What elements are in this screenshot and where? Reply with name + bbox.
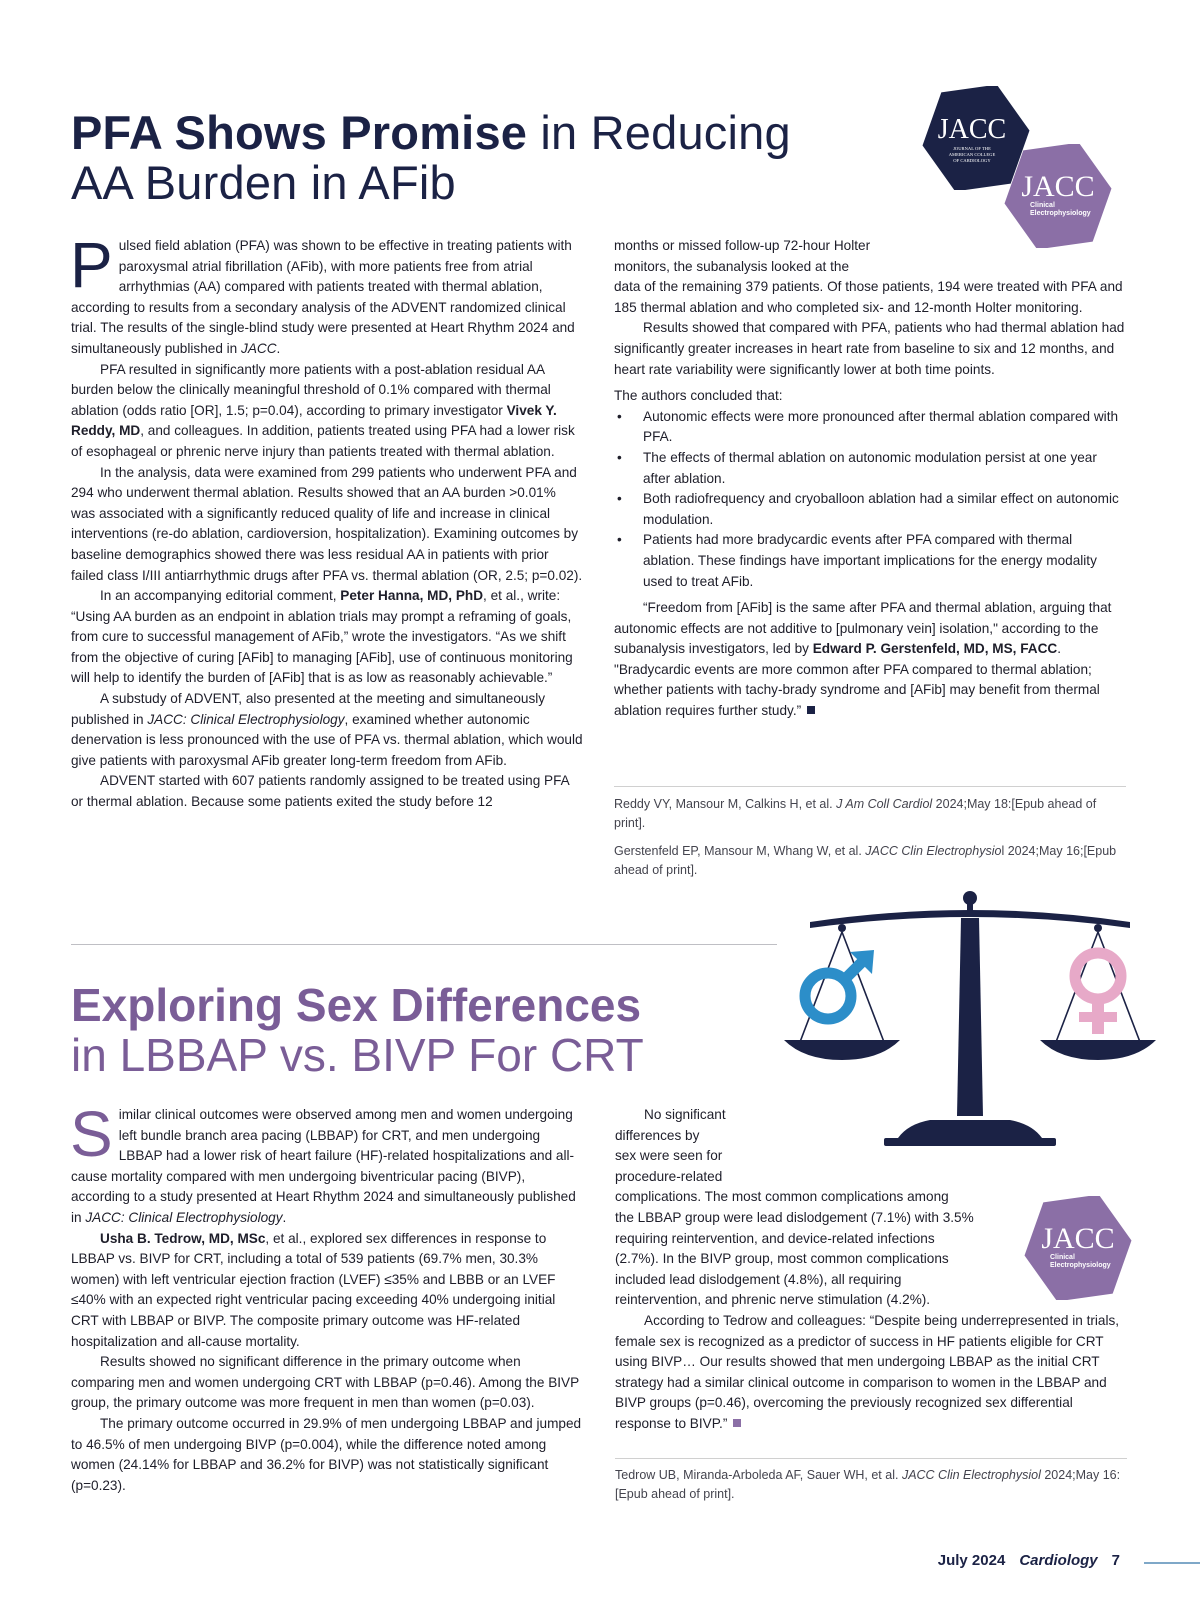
svg-text:OF CARDIOLOGY: OF CARDIOLOGY — [953, 158, 991, 163]
svg-text:Clinical: Clinical — [1050, 1254, 1075, 1261]
article1-paragraph: In an accompanying editorial comment, Peter Hanna, MD, PhD, et al., write: “Using AA burden as an endpoint in ablation trials may prompt a reframing of goals, from cure to successful management of AFib,” wrote the investigators. “As we shift from the objective of curing [AFib] to managing [AFib], use of continuous monitoring will help to identify the burden of [AFib] that is as low as reasonably achievable.” — [71, 588, 573, 686]
article2-paragraph: Similar clinical outcomes were observed among men and women undergoing left bundle branch area pacing (LBBAP) for CRT, and men undergoing LBBAP had a lower risk of heart failure (HF)-related hospitalizations and all-cause mortality compared with men undergoing biventricular pacing (BIVP), according to a study presented at Heart Rhythm 2024 and simultaneously published in JACC: Clinical Electrophysiology. — [70, 1098, 576, 1225]
author-name: Vivek Y. Reddy, MD — [71, 402, 557, 439]
article2-paragraph: No significant — [644, 1107, 726, 1122]
jacc-ep-logo-text: JACC — [1021, 170, 1095, 203]
author-name: Peter Hanna, MD, PhD — [340, 588, 484, 604]
article2-left-column — [70, 1098, 585, 1496]
article1-title-line2: AA Burden in AFib — [71, 156, 456, 209]
article2-paragraph: According to Tedrow and colleagues: “Despite being underrepresented in trials, female sex is recognized as a predictor of success in HF patients eligible for CRT using BIVP… Our results showed that men undergoing LBBAP as the initial CRT strategy had a similar clinical outcome in comparison to women in the LBBAP and BIVP groups (p=0.46), overcoming the previously recognized sex differential response to BIVP.” — [615, 1312, 1120, 1431]
article1-paragraph: The authors concluded that: — [614, 388, 783, 404]
article1-paragraph: “Freedom from [AFib] is the same after PFA and thermal ablation, arguing that autonomic effects are not additive to [pulmonary vein] isolation," according to the subanalysis investigators, led by Edward P. Gerstenfeld, MD, MS, FACC. "Bradycardic events are more common after PFA compared to thermal ablation; whether patients with tachy-brady syndrome and [AFib] may benefit from thermal ablation requires further study.” — [614, 600, 1112, 719]
article2-right-column — [615, 1105, 1127, 1435]
jacc-logo-text: JACC — [937, 114, 1007, 145]
reference-item: Gerstenfeld EP, Mansour M, Whang W, et al. JACC Clin Electrophysiol 2024;May 16;[Epub ahead of print]. — [614, 844, 1117, 877]
article1-paragraph: PFA resulted in significantly more patients with a post-ablation residual AA burden below the clinically meaningful threshold of 0.1% compared with thermal ablation (odds ratio [OR], 1.5; p=0.04), according to primary investigator Vivek Y. Reddy, MD, and colleagues. In addition, patients treated using PFA had a lower risk of esophageal or phrenic nerve injury than patients treated with thermal ablation. — [71, 361, 575, 459]
article2-paragraph: Usha B. Tedrow, MD, MSc, et al., explored sex differences in response to LBBAP vs. BIVP for CRT, including a total of 539 patients (69.7% men, 30.3% women) with left ventricular ejection fraction (LVEF) ≤35% and LBBB or an LVEF ≤40% with an expected right ventricular pacing exceeding 40% undergoing initial CRT with LBBAP or BIVP. The composite primary outcome was HF-related hospitalization and all-cause mortality. — [71, 1230, 556, 1349]
page-footer — [938, 1552, 1120, 1569]
article2-references — [615, 1466, 1127, 1513]
jacc-ep-logo-text: JACC — [1041, 1222, 1115, 1255]
article1-paragraph: In the analysis, data were examined from 299 patients who underwent PFA and 294 who underwent thermal ablation. Results showed that an AA burden >0.01% was associated with a significantly reduced quality of life and increase in clinical interventions (re-do ablation, cardioversion, hospitalization). Examining outcomes by baseline demographics showed there was less residual AA in patients with prior failed class I/III antiarrhythmic drugs after PFA vs. thermal ablation (OR, 2.5; p=0.02). — [71, 464, 583, 583]
article2-paragraph: The primary outcome occurred in 29.9% of men undergoing LBBAP and jumped to 46.5% of men undergoing BIVP (p=0.004), while the difference noted among women (24.14% for LBBAP and 36.2% for BIVP) was not statistically significant (p=0.23). — [71, 1415, 582, 1493]
svg-text:JOURNAL OF THE: JOURNAL OF THE — [953, 146, 991, 151]
svg-text:Electrophysiology: Electrophysiology — [1030, 210, 1091, 217]
reference-item: Reddy VY, Mansour M, Calkins H, et al. J Am Coll Cardiol 2024;May 18:[Epub ahead of print]. — [614, 797, 1097, 830]
jacc-ep-logo — [1002, 144, 1114, 248]
article2-paragraph-lines: differences by sex were seen for procedure-related complications. The most common complications among the LBBAP group were lead dislodgement (7.1%) with 3.5% requiring reintervention, and device-related infections (2.7%). In the BIVP group, most common complications included lead dislodgement (4.8%), all requiring reintervention, and phrenic nerve stimulation (4.2%). — [615, 1127, 974, 1308]
footer-accent-line — [1144, 1562, 1200, 1564]
article1-title-regular: in Reducing — [527, 106, 791, 159]
references-divider — [615, 1458, 1127, 1459]
page-number: 7 — [1111, 1552, 1120, 1569]
male-symbol-icon — [805, 950, 874, 1019]
publication-name: Cardiology — [1019, 1552, 1098, 1569]
author-name: Edward P. Gerstenfeld, MD, MS, FACC — [812, 641, 1058, 657]
article1-paragraph: A substudy of ADVENT, also presented at the meeting and simultaneously published in JACC: Clinical Electrophysiology, examined whether autonomic denervation is less pronounced with the use of PFA vs. thermal ablation, which would give patients with paroxysmal AFib greater long-term freedom from AFib. — [71, 691, 583, 768]
article2-title — [71, 980, 761, 1080]
author-name: Usha B. Tedrow, MD, MSc — [100, 1230, 266, 1246]
references-divider — [614, 786, 1126, 787]
svg-text:Electrophysiology: Electrophysiology — [1050, 1262, 1111, 1269]
list-item: • Both radiofrequency and cryoballoon ablation had a similar effect on autonomic modulation. — [614, 489, 1126, 530]
list-item: • The effects of thermal ablation on autonomic modulation persist at one year after ablation. — [614, 448, 1126, 489]
article1-paragraph: ADVENT started with 607 patients randomly assigned to be treated using PFA or thermal ablation. Because some patients exited the study before 12 — [71, 773, 569, 810]
list-item: • Autonomic effects were more pronounced after thermal ablation compared with PFA. — [614, 407, 1126, 448]
list-item: • Patients had more bradycardic events after PFA compared with thermal ablation. These findings have important implications for the energy modality used to treat AFib. — [614, 530, 1126, 592]
svg-text:Clinical: Clinical — [1030, 202, 1055, 209]
article1-left-column — [70, 229, 583, 813]
issue-date: July 2024 — [937, 1552, 1006, 1569]
article2-paragraph: Results showed no significant difference in the primary outcome when comparing men and women undergoing CRT with LBBAP (p=0.46). Among the BIVP group, the primary outcome was more frequent in men than women (p=0.03). — [71, 1354, 579, 1411]
article1-references — [614, 795, 1126, 889]
conclusions-list — [614, 407, 1126, 592]
svg-text:AMERICAN COLLEGE: AMERICAN COLLEGE — [948, 152, 996, 157]
article1-paragraph: Pulsed field ablation (PFA) was shown to be effective in treating patients with paroxysmal atrial fibrillation (AFib), with more patients free from atrial arrhythmias (AA) compared with patients treated with thermal ablation, according to results from a secondary analysis of the ADVENT randomized clinical trial. The results of the single-blind study were presented at Heart Rhythm 2024 and simultaneously published in JACC. — [70, 229, 575, 356]
article1-right-column — [614, 236, 1126, 722]
article-separator — [71, 944, 777, 945]
article1-paragraph: Results showed that compared with PFA, patients who had thermal ablation had significantly greater increases in heart rate from baseline to six and 12 months, and heart rate variability were significantly lower at both time points. — [614, 320, 1125, 377]
article2-dropcap: S — [70, 1098, 113, 1170]
reference-item: Tedrow UB, Miranda-Arboleda AF, Sauer WH, et al. JACC Clin Electrophysiol 2024;May 16:[Epub ahead of print]. — [615, 1468, 1121, 1501]
article1-dropcap: P — [70, 229, 113, 301]
article2-title-bold: Exploring Sex Differences — [71, 979, 642, 1031]
end-mark — [733, 1419, 741, 1427]
article2-title-line2: in LBBAP vs. BIVP For CRT — [71, 1029, 644, 1081]
article1-title — [71, 108, 851, 208]
article1-paragraph: months or missed follow-up 72-hour Holter monitors, the subanalysis looked at the data of the remaining 379 patients. Of those patients, 194 were treated with PFA and 185 thermal ablation and who completed six- and 12-month Holter monitoring. — [614, 238, 1123, 315]
article1-title-bold: PFA Shows Promise — [71, 106, 528, 159]
female-symbol-icon — [1075, 953, 1121, 1034]
end-mark — [807, 706, 815, 714]
